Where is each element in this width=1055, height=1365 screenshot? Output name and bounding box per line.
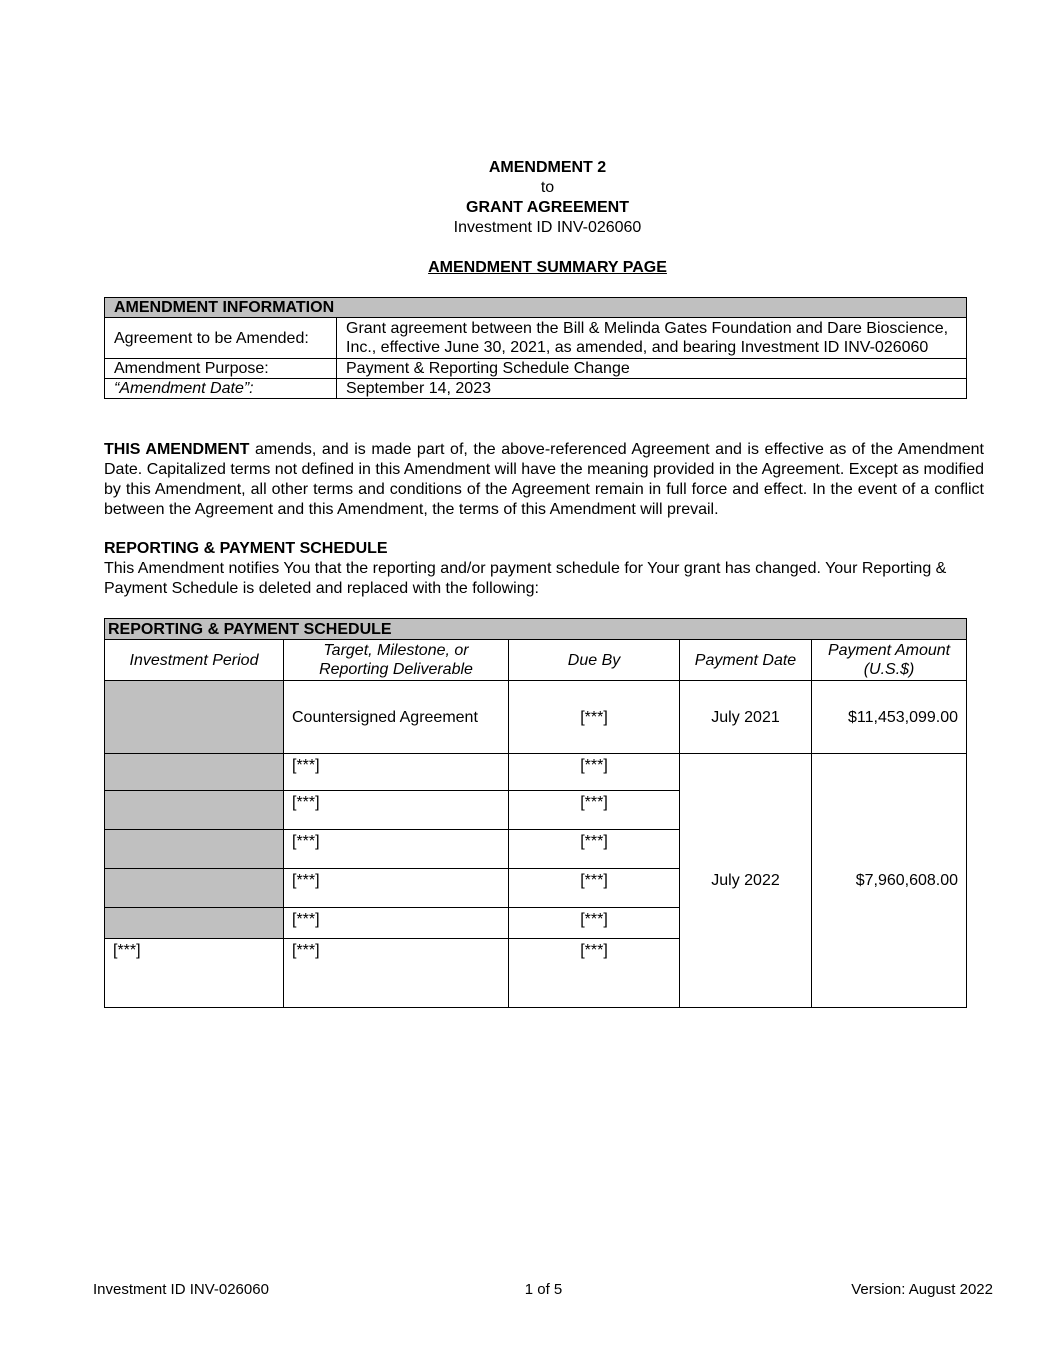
period-cell: [***] xyxy=(105,939,284,1008)
col-target xyxy=(284,640,509,681)
col-amount-line2: (U.S.$) xyxy=(863,661,915,678)
col-payment-date: Payment Date xyxy=(680,640,812,681)
payment-amount-cell: $11,453,099.00 xyxy=(812,681,967,754)
footer-version: Version: August 2022 xyxy=(851,1281,993,1298)
period-cell xyxy=(105,791,284,830)
payment-date-cell: July 2022 xyxy=(680,754,812,1008)
due-cell: [***] xyxy=(509,754,680,791)
due-cell: [***] xyxy=(509,830,680,869)
intro-paragraph xyxy=(104,440,984,520)
col-due-by: Due By xyxy=(509,640,680,681)
agreement-value: Grant agreement between the Bill & Melinda Gates Foundation and Dare Bioscience, Inc., effective June 30, 2021, as amended, and bearing Investment ID INV-026060 xyxy=(337,318,967,359)
due-cell: [***] xyxy=(509,791,680,830)
period-cell xyxy=(105,908,284,939)
col-investment-period: Investment Period xyxy=(105,640,284,681)
deliverable-cell: Countersigned Agreement xyxy=(284,681,509,754)
schedule-header-row xyxy=(105,619,967,640)
reporting-section-heading: REPORTING & PAYMENT SCHEDULE xyxy=(104,540,388,557)
deliverable-cell: [***] xyxy=(284,791,509,830)
summary-page-title: AMENDMENT SUMMARY PAGE xyxy=(428,259,667,276)
investment-id: Investment ID INV-026060 xyxy=(453,219,642,236)
deliverable-cell: [***] xyxy=(284,754,509,791)
col-target-line2: Reporting Deliverable xyxy=(319,661,473,678)
deliverable-cell: [***] xyxy=(284,830,509,869)
purpose-label: Amendment Purpose: xyxy=(105,359,337,379)
payment-amount-cell: $7,960,608.00 xyxy=(812,754,967,1008)
amendment-number: AMENDMENT 2 xyxy=(488,159,607,176)
amendment-info-header-row xyxy=(105,298,967,318)
intro-lead: THIS AMENDMENT xyxy=(104,441,250,458)
schedule-heading: REPORTING & PAYMENT SCHEDULE xyxy=(105,619,967,640)
period-cell xyxy=(105,754,284,791)
table-row xyxy=(105,681,967,754)
due-cell: [***] xyxy=(509,939,680,1008)
payment-date-cell: July 2021 xyxy=(680,681,812,754)
schedule-column-headers xyxy=(105,640,967,681)
footer-investment-id: Investment ID INV-026060 xyxy=(93,1281,269,1298)
schedule-table xyxy=(104,618,967,1008)
intro-text: amends, and is made part of, the above-referenced Agreement and is effective as of the Amendment Date. Capitalized terms not defined in this Amendment will have the meaning provided in the Agreement. Except as modified by this Amendment, all other terms and conditions of the Agreement remain in full force and effect. In the event of a conflict between the Agreement and this Amendment, the terms of this Amendment will prevail. xyxy=(104,441,984,518)
title-block xyxy=(0,158,1055,238)
amendment-info-table xyxy=(104,297,967,399)
due-cell: [***] xyxy=(509,908,680,939)
period-cell xyxy=(105,869,284,908)
deliverable-cell: [***] xyxy=(284,908,509,939)
reporting-section-text: This Amendment notifies You that the reporting and/or payment schedule for Your grant has changed. Your Reporting & Payment Schedule is deleted and replaced with the following: xyxy=(104,560,947,597)
amendment-info-heading: AMENDMENT INFORMATION xyxy=(105,298,967,318)
period-cell xyxy=(105,830,284,869)
col-target-line1: Target, Milestone, or xyxy=(323,642,469,659)
purpose-value: Payment & Reporting Schedule Change xyxy=(337,359,967,379)
table-row xyxy=(105,318,967,359)
footer-page-number: 1 of 5 xyxy=(524,1281,563,1298)
deliverable-cell: [***] xyxy=(284,869,509,908)
to-text: to xyxy=(540,179,555,196)
table-row xyxy=(105,754,967,791)
deliverable-cell: [***] xyxy=(284,939,509,1008)
amendment-date-value: September 14, 2023 xyxy=(337,379,967,399)
amendment-date-label: “Amendment Date”: xyxy=(105,379,337,399)
col-amount-line1: Payment Amount xyxy=(827,642,951,659)
due-cell: [***] xyxy=(509,869,680,908)
due-cell: [***] xyxy=(509,681,680,754)
table-row xyxy=(105,359,967,379)
agreement-label: Agreement to be Amended: xyxy=(105,318,337,359)
period-cell xyxy=(105,681,284,754)
agreement-title: GRANT AGREEMENT xyxy=(466,199,629,216)
col-payment-amount xyxy=(812,640,967,681)
table-row xyxy=(105,379,967,399)
